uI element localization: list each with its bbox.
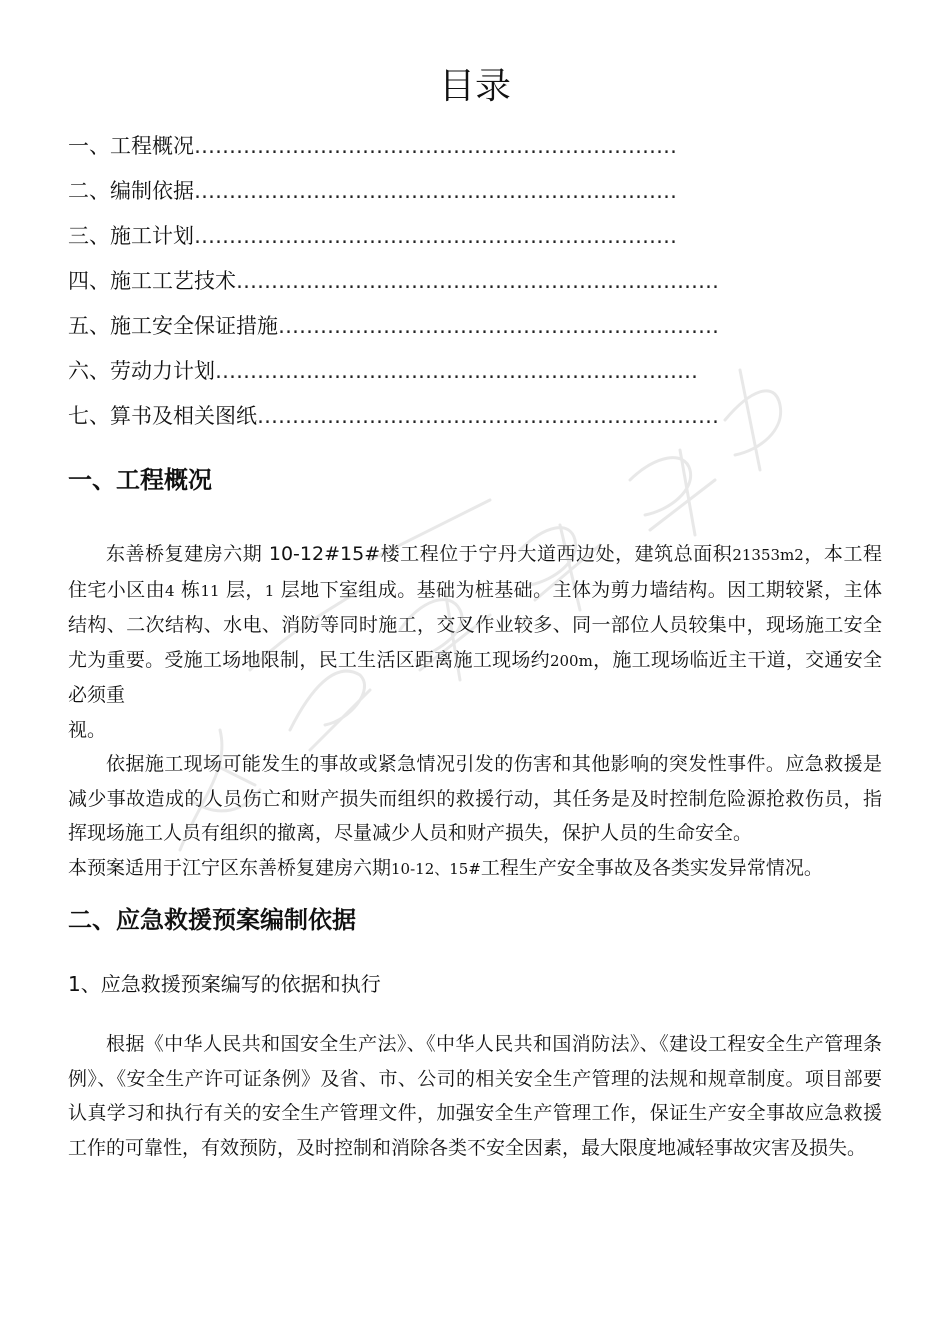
total-area-value: 21353m2 — [732, 546, 804, 564]
scope-paragraph: 本预案适用于江宁区东善桥复建房六期10-12、15#工程生产安全事故及各类实发异常情况。 — [68, 856, 823, 879]
emergency-purpose-paragraph: 依据施工现场可能发生的事故或紧急情况引发的伤害和其他影响的突发性事件。应急救援是减少事故造成的人员伤亡和财产损失而组织的救援行动，其任务是及时控制危险源抢救伤员，指挥现场施工人员有组织的撤离，尽量减少人员和财产损失，保护人员的生命安全。 — [68, 753, 882, 844]
toc-item-label: 四、施工工艺技术 — [68, 269, 236, 293]
toc-item[interactable] — [68, 128, 808, 173]
toc-item-label: 七、算书及相关图纸 — [68, 404, 257, 428]
section-1-heading: 一、工程概况 — [68, 466, 212, 494]
toc-item[interactable] — [68, 353, 808, 398]
toc-item-leader: …………………………………………………………… — [194, 179, 677, 203]
subsection-1-heading: 1、应急救援预案编写的依据和执行 — [68, 972, 381, 996]
toc-item-leader: ……………………………………………………… — [278, 314, 719, 338]
toc-item-leader: …………………………………………………………… — [194, 134, 677, 158]
toc-item-label: 三、施工计划 — [68, 224, 194, 248]
toc-item[interactable] — [68, 308, 808, 353]
toc-item-leader: …………………………………………………………… — [194, 224, 677, 248]
toc-item[interactable] — [68, 218, 808, 263]
section-2-heading: 二、应急救援预案编制依据 — [68, 906, 356, 934]
toc-item-label: 六、劳动力计划 — [68, 359, 215, 383]
paragraph-tail: 视。 — [68, 718, 107, 741]
building-count-value: 4 — [165, 581, 175, 600]
toc-title: 目录 — [438, 66, 511, 107]
toc-item-label: 二、编制依据 — [68, 179, 194, 203]
distance-value: 200m — [549, 651, 593, 670]
section-2-body — [68, 1027, 882, 1165]
section-1-body — [68, 537, 882, 886]
toc-item[interactable] — [68, 398, 808, 443]
building-number-value: 10-12、15# — [391, 859, 481, 878]
toc-item-label: 一、工程概况 — [68, 134, 194, 158]
toc-item[interactable] — [68, 173, 808, 218]
toc-item-label: 五、施工安全保证措施 — [68, 314, 278, 338]
toc-item-leader: …………………………………………………………… — [215, 359, 698, 383]
toc-item-leader: ………………………………………………………… — [257, 404, 719, 428]
regulations-paragraph: 根据《中华人民共和国安全生产法》、《中华人民共和国消防法》、《建设工程安全生产管理条例》、《安全生产许可证条例》及省、市、公司的相关安全生产管理的法规和规章制度。项目部要认真学习和执行有关的安全生产管理文件，加强安全生产管理工作，保证生产安全事故应急救援工作的可靠性，有效预防，及时控制和消除各类不安全因素，最大限度地减轻事故灾害及损失。 — [68, 1033, 882, 1159]
toc-item[interactable] — [68, 263, 808, 308]
toc-item-leader: …………………………………………………………… — [236, 269, 719, 293]
table-of-contents — [68, 128, 808, 443]
project-overview-paragraph: 东善桥复建房六期 10-12#15#楼工程位于宁丹大道西边处，建筑总面积21353m2，本工程住宅小区由4 栋11 层，1 层地下室组成。基础为桩基础。主体为剪力墙结构。因工期较紧，主体结构、二次结构、水电、消防等同时施工，交叉作业较多、同一部位人员较集中，现场施工安全尤为重要。受施工场地限制，民工生活区距离施工现场约200m，施工现场临近主干道，交通安全必须重 — [68, 543, 882, 706]
floor-count-value: 11 — [200, 581, 220, 600]
basement-count-value: 1 — [264, 581, 275, 600]
